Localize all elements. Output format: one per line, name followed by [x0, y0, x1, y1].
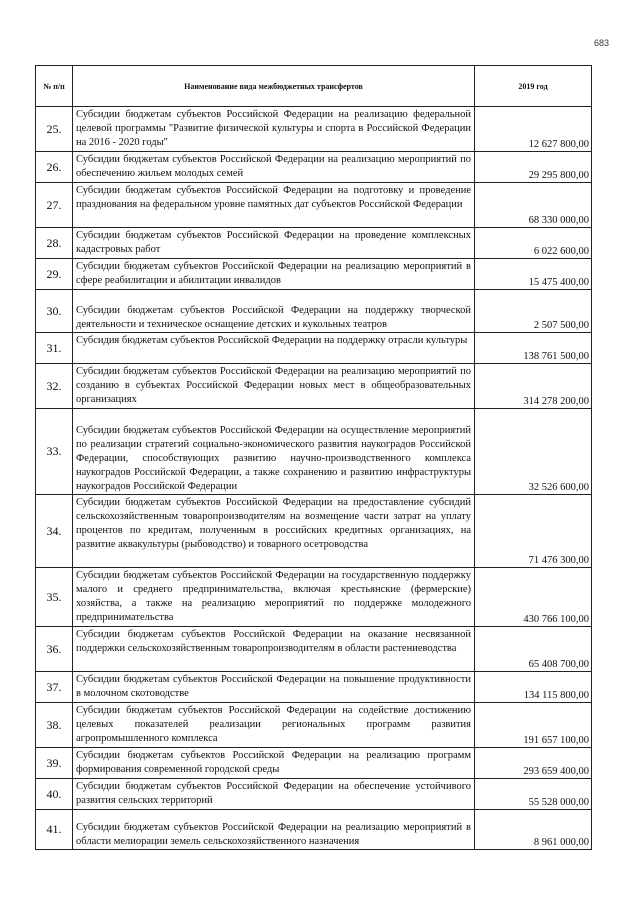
table-row	[36, 748, 592, 779]
row-value: 191 657 100,00	[475, 703, 592, 748]
row-value: 65 408 700,00	[475, 627, 592, 672]
table-row	[36, 779, 592, 810]
row-name: Субсидии бюджетам субъектов Российской Федерации на повышение продуктивности в молочном скотоводстве	[73, 672, 475, 703]
table-row	[36, 107, 592, 152]
row-number: 38.	[36, 703, 73, 748]
row-number: 35.	[36, 568, 73, 627]
row-name: Субсидии бюджетам субъектов Российской Федерации на поддержку творческой деятельности и техническое оснащение детских и кукольных театров	[73, 290, 475, 333]
row-name: Субсидии бюджетам субъектов Российской Федерации на реализацию федеральной целевой программы "Развитие физической культуры и спорта в Российской Федерации на 2016 - 2020 годы"	[73, 107, 475, 152]
row-number: 37.	[36, 672, 73, 703]
page-number: 683	[593, 38, 609, 48]
table-row	[36, 495, 592, 568]
header-number: № п/п	[36, 66, 73, 107]
row-number: 40.	[36, 779, 73, 810]
table-row	[36, 333, 592, 364]
row-value: 32 526 600,00	[475, 409, 592, 495]
row-value: 15 475 400,00	[475, 259, 592, 290]
row-value: 430 766 100,00	[475, 568, 592, 627]
row-name: Субсидии бюджетам субъектов Российской Федерации на предоставление субсидий сельскохозяйственным товаропроизводителям на возмещение части затрат на уплату процентов по кредитам, полученным в российских кредитных организациях, на развитие аквакультуры (рыбоводство) и товарного осетроводства	[73, 495, 475, 568]
row-number: 31.	[36, 333, 73, 364]
row-number: 39.	[36, 748, 73, 779]
row-value: 29 295 800,00	[475, 152, 592, 183]
row-name: Субсидии бюджетам субъектов Российской Федерации на государственную поддержку малого и среднего предпринимательства, включая крестьянские (фермерские) хозяйства, а также на реализацию мероприятий по поддержке молодежного предпринимательства	[73, 568, 475, 627]
header-year: 2019 год	[475, 66, 592, 107]
row-number: 36.	[36, 627, 73, 672]
row-name: Субсидии бюджетам субъектов Российской Федерации на обеспечение устойчивого развития сельских территорий	[73, 779, 475, 810]
table-row	[36, 259, 592, 290]
row-number: 33.	[36, 409, 73, 495]
row-value: 314 278 200,00	[475, 364, 592, 409]
row-number: 41.	[36, 810, 73, 850]
row-name: Субсидии бюджетам субъектов Российской Федерации на оказание несвязанной поддержки сельскохозяйственным товаропроизводителям в области растениеводства	[73, 627, 475, 672]
row-name: Субсидии бюджетам субъектов Российской Федерации на реализацию мероприятий в сфере реабилитации и абилитации инвалидов	[73, 259, 475, 290]
row-value: 2 507 500,00	[475, 290, 592, 333]
row-name: Субсидии бюджетам субъектов Российской Федерации на содействие достижению целевых показателей реализации региональных программ развития агропромышленного комплекса	[73, 703, 475, 748]
row-name: Субсидии бюджетам субъектов Российской Федерации на осуществление мероприятий по реализации стратегий социально-экономического развития наукоградов Российской Федерации, способствующих развитию научно-производственного комплекса наукоградов Российской Федерации, а также сохранению и развитию инфраструктуры наукоградов Российской Федерации	[73, 409, 475, 495]
row-number: 29.	[36, 259, 73, 290]
row-number: 27.	[36, 183, 73, 228]
row-value: 8 961 000,00	[475, 810, 592, 850]
table-row	[36, 703, 592, 748]
row-value: 134 115 800,00	[475, 672, 592, 703]
row-value: 68 330 000,00	[475, 183, 592, 228]
table-row	[36, 672, 592, 703]
row-value: 71 476 300,00	[475, 495, 592, 568]
row-value: 12 627 800,00	[475, 107, 592, 152]
table-header-row	[36, 66, 592, 107]
row-value: 55 528 000,00	[475, 779, 592, 810]
row-name: Субсидия бюджетам субъектов Российской Федерации на поддержку отрасли культуры	[73, 333, 475, 364]
table-row	[36, 152, 592, 183]
row-name: Субсидии бюджетам субъектов Российской Федерации на проведение комплексных кадастровых работ	[73, 228, 475, 259]
table-row	[36, 183, 592, 228]
table-row	[36, 364, 592, 409]
row-name: Субсидии бюджетам субъектов Российской Федерации на подготовку и проведение празднования на федеральном уровне памятных дат субъектов Российской Федерации	[73, 183, 475, 228]
row-number: 30.	[36, 290, 73, 333]
header-name: Наименование вида межбюджетных трансфертов	[73, 66, 475, 107]
table-row	[36, 810, 592, 850]
row-value: 138 761 500,00	[475, 333, 592, 364]
row-name: Субсидии бюджетам субъектов Российской Федерации на реализацию мероприятий в области мелиорации земель сельскохозяйственного назначения	[73, 810, 475, 850]
table-row	[36, 290, 592, 333]
transfers-table	[35, 65, 592, 850]
row-number: 32.	[36, 364, 73, 409]
table-row	[36, 228, 592, 259]
row-value: 293 659 400,00	[475, 748, 592, 779]
row-number: 34.	[36, 495, 73, 568]
table-row	[36, 568, 592, 627]
table-row	[36, 627, 592, 672]
row-name: Субсидии бюджетам субъектов Российской Федерации на реализацию мероприятий по обеспечению жильем молодых семей	[73, 152, 475, 183]
row-number: 28.	[36, 228, 73, 259]
row-name: Субсидии бюджетам субъектов Российской Федерации на реализацию мероприятий по созданию в субъектах Российской Федерации новых мест в общеобразовательных организациях	[73, 364, 475, 409]
table-row	[36, 409, 592, 495]
row-value: 6 022 600,00	[475, 228, 592, 259]
row-number: 25.	[36, 107, 73, 152]
row-number: 26.	[36, 152, 73, 183]
row-name: Субсидии бюджетам субъектов Российской Федерации на реализацию программ формирования современной городской среды	[73, 748, 475, 779]
